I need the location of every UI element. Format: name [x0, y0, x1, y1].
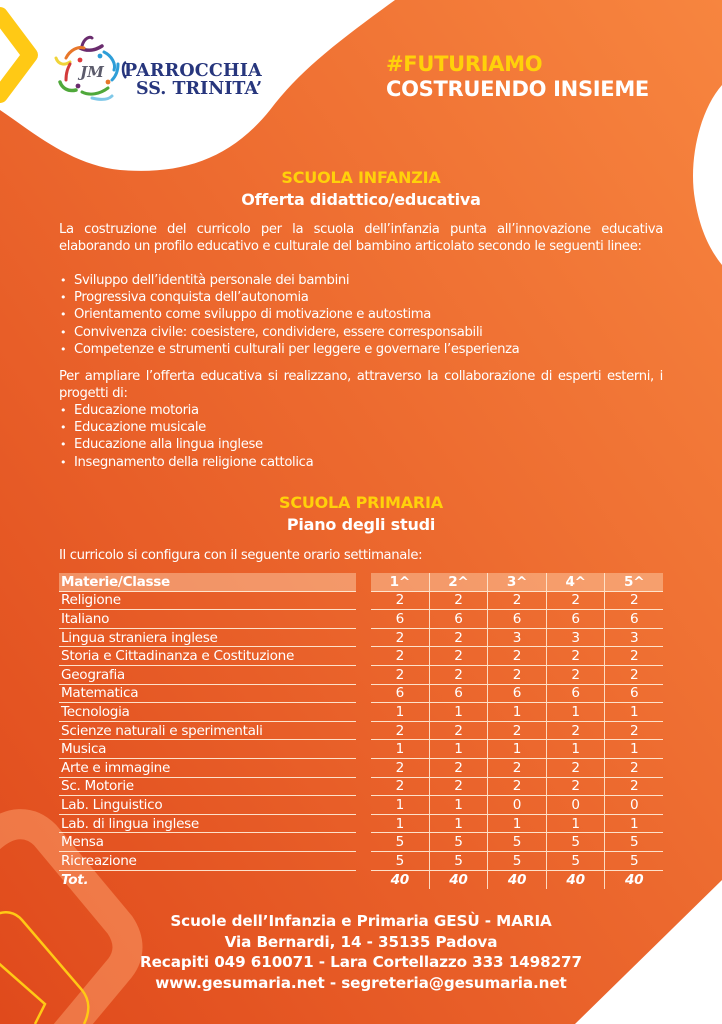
hours-cell: 3 — [488, 629, 547, 647]
hours-cell: 1 — [488, 703, 547, 721]
hours-cell: 1 — [371, 740, 430, 758]
hours-cell: 6 — [488, 685, 547, 703]
list-item: • Sviluppo dell’identità personale dei bambini — [59, 272, 663, 289]
hours-cell: 3 — [547, 629, 606, 647]
hours-cell: 2 — [371, 666, 430, 684]
table-row — [59, 852, 356, 871]
table-row — [371, 778, 663, 797]
hours-cell: 3 — [629, 629, 639, 646]
hours-cell: 2 — [371, 629, 430, 647]
hours-cell: 2 — [371, 722, 430, 740]
primaria-intro: Il curricolo si configura con il seguente orario settimanale: — [59, 548, 423, 563]
subject-cell: Lab. Linguistico — [61, 796, 163, 813]
total-cell: 40 — [547, 871, 606, 890]
hours-cell: 6 — [430, 610, 489, 628]
hours-cell: 2 — [430, 722, 489, 740]
hours-cell: 2 — [629, 722, 639, 739]
table-row — [371, 610, 663, 629]
subject-cell: Religione — [61, 592, 121, 609]
infanzia-projects-list — [59, 402, 663, 471]
list-item: • Educazione motoria — [59, 402, 663, 419]
hours-cell: 1 — [629, 703, 639, 720]
class-header: 1^ — [371, 573, 430, 591]
hours-cell: 1 — [629, 815, 639, 832]
hours-cell: 2 — [488, 647, 547, 665]
hours-cell: 1 — [371, 796, 430, 814]
table-row — [59, 815, 356, 834]
hours-cell: 6 — [629, 610, 639, 627]
table-total-row — [371, 871, 663, 890]
class-header: 3^ — [488, 573, 547, 591]
hours-cell: 2 — [629, 759, 639, 776]
list-item: • Orientamento come sviluppo di motivazione e autostima — [59, 306, 663, 323]
hours-cell: 1 — [547, 703, 606, 721]
hours-cell: 1 — [547, 740, 606, 758]
subject-cell: Matematica — [61, 685, 139, 702]
slogan-subtitle: COSTRUENDO INSIEME — [386, 77, 649, 102]
hours-cell: 2 — [488, 666, 547, 684]
subject-cell: Tecnologia — [61, 703, 130, 720]
infanzia-intro: La costruzione del curricolo per la scuola dell’infanzia punta all’innovazione educativa elaborando un profilo educativo e culturale del bambino articolato secondo le seguenti linee: — [59, 222, 663, 254]
hours-cell: 2 — [547, 722, 606, 740]
slogan-hashtag: #FUTURIAMO — [386, 52, 543, 76]
table-row — [59, 759, 356, 778]
table-row — [59, 685, 356, 704]
table-row — [371, 703, 663, 722]
table-header-row — [59, 573, 356, 592]
footer-address: Via Bernardi, 14 - 35135 Padova — [224, 932, 498, 951]
hours-cell: 5 — [371, 833, 430, 851]
hours-cell: 1 — [547, 815, 606, 833]
subject-cell: Storia e Cittadinanza e Costituzione — [61, 648, 295, 665]
table-row — [371, 852, 663, 871]
footer-phones: Recapiti 049 610071 - Lara Cortellazzo 333 1498277 — [140, 953, 582, 971]
hours-cell: 0 — [547, 796, 606, 814]
table-row — [59, 629, 356, 648]
hours-cell: 1 — [371, 703, 430, 721]
list-item: • Insegnamento della religione cattolica — [59, 454, 663, 471]
hours-cell: 0 — [488, 796, 547, 814]
table-row — [371, 740, 663, 759]
subject-cell: Lab. di lingua inglese — [61, 815, 199, 832]
parish-name-line2: SS. TRINITA’ — [136, 79, 263, 100]
table-row — [59, 833, 356, 852]
hours-cell: 5 — [629, 852, 639, 869]
hours-cell: 2 — [371, 592, 430, 610]
table-row — [371, 759, 663, 778]
hours-cell: 2 — [371, 647, 430, 665]
hours-cell: 2 — [629, 648, 639, 665]
hours-cell: 6 — [371, 685, 430, 703]
hours-cell: 1 — [371, 815, 430, 833]
total-cell: 40 — [625, 871, 644, 888]
hours-cell: 2 — [629, 666, 639, 683]
class-header: 5^ — [624, 573, 645, 590]
table-row — [59, 722, 356, 741]
hours-cell: 5 — [430, 852, 489, 870]
table-row — [371, 685, 663, 704]
table-row — [59, 666, 356, 685]
hours-cell: 5 — [488, 852, 547, 870]
table-row — [59, 796, 356, 815]
subject-cell: Ricreazione — [61, 852, 137, 869]
hours-cell: 6 — [629, 685, 639, 702]
table-row — [371, 815, 663, 834]
hours-cell: 2 — [629, 592, 639, 609]
table-row — [371, 629, 663, 648]
hours-cell: 6 — [430, 685, 489, 703]
infanzia-title: SCUOLA INFANZIA — [281, 168, 441, 187]
table-row — [59, 703, 356, 722]
timetable-subjects — [59, 573, 356, 889]
list-item: • Progressiva conquista dell’autonomia — [59, 289, 663, 306]
hours-cell: 2 — [488, 778, 547, 796]
subject-cell: Mensa — [61, 834, 104, 851]
hours-cell: 2 — [430, 592, 489, 610]
subject-cell: Geografia — [61, 666, 125, 683]
hours-cell: 1 — [488, 740, 547, 758]
hours-cell: 2 — [430, 778, 489, 796]
hours-cell: 2 — [547, 647, 606, 665]
hours-cell: 1 — [488, 815, 547, 833]
hours-cell: 2 — [430, 666, 489, 684]
parish-logo — [52, 34, 132, 108]
hours-cell: 5 — [488, 833, 547, 851]
hours-cell: 1 — [629, 741, 639, 758]
hours-cell: 2 — [629, 778, 639, 795]
table-header-row — [371, 573, 663, 592]
hours-cell: 1 — [430, 815, 489, 833]
table-row — [371, 833, 663, 852]
hours-cell: 5 — [371, 852, 430, 870]
infanzia-subtitle: Offerta didattico/educativa — [241, 190, 481, 209]
list-item: • Competenze e strumenti culturali per leggere e governare l’esperienza — [59, 341, 663, 358]
hours-cell: 6 — [488, 610, 547, 628]
hours-cell: 5 — [547, 833, 606, 851]
total-cell: 40 — [371, 871, 430, 890]
table-row — [371, 666, 663, 685]
hours-cell: 2 — [430, 629, 489, 647]
primaria-subtitle: Piano degli studi — [286, 515, 436, 534]
footer-school-name: Scuole dell’Infanzia e Primaria GESÙ - MARIA — [170, 912, 552, 930]
infanzia-lines-list — [59, 272, 663, 358]
hours-cell: 2 — [488, 722, 547, 740]
class-header: 2^ — [430, 573, 489, 591]
table-row — [371, 722, 663, 741]
subject-cell: Musica — [61, 741, 107, 758]
table-row — [371, 796, 663, 815]
list-item: • Convivenza civile: coesistere, condividere, essere corresponsabili — [59, 324, 663, 341]
total-cell: 40 — [488, 871, 547, 890]
hours-cell: 1 — [430, 796, 489, 814]
footer-contacts — [0, 911, 722, 993]
table-row — [371, 647, 663, 666]
hours-cell: 1 — [430, 703, 489, 721]
hours-cell: 2 — [488, 592, 547, 610]
hours-cell: 6 — [547, 685, 606, 703]
hours-cell: 6 — [547, 610, 606, 628]
total-cell: 40 — [430, 871, 489, 890]
parish-name-line1: PARROCCHIA — [124, 61, 262, 81]
list-item: • Educazione alla lingua inglese — [59, 436, 663, 453]
hours-cell: 5 — [629, 834, 639, 851]
table-row — [59, 647, 356, 666]
parish-name — [124, 62, 262, 99]
subject-cell: Italiano — [61, 610, 110, 627]
hours-cell: 2 — [547, 592, 606, 610]
hours-cell: 2 — [371, 759, 430, 777]
table-row — [371, 592, 663, 611]
logo-initials: JM — [80, 63, 104, 81]
subject-cell: Arte e immagine — [61, 759, 171, 776]
hours-cell: 6 — [371, 610, 430, 628]
hours-cell: 5 — [430, 833, 489, 851]
list-item: • Educazione musicale — [59, 419, 663, 436]
table-row — [59, 610, 356, 629]
hours-cell: 5 — [547, 852, 606, 870]
hours-cell: 2 — [488, 759, 547, 777]
table-row — [59, 778, 356, 797]
timetable-hours — [371, 573, 663, 889]
table-total-row — [59, 871, 356, 890]
hours-cell: 2 — [547, 759, 606, 777]
subject-cell: Sc. Motorie — [61, 778, 134, 795]
total-label: Tot. — [61, 871, 89, 888]
primaria-title: SCUOLA PRIMARIA — [279, 493, 443, 512]
hours-cell: 1 — [430, 740, 489, 758]
hours-cell: 2 — [371, 778, 430, 796]
table-row — [59, 592, 356, 611]
hours-cell: 2 — [547, 666, 606, 684]
slogan — [386, 52, 649, 102]
subject-cell: Lingua straniera inglese — [61, 629, 218, 646]
class-header: 4^ — [547, 573, 606, 591]
hours-cell: 2 — [547, 778, 606, 796]
hours-cell: 2 — [430, 759, 489, 777]
footer-web-email: www.gesumaria.net - segreteria@gesumaria.net — [155, 973, 567, 992]
hours-cell: 2 — [430, 647, 489, 665]
subject-cell: Scienze naturali e sperimentali — [61, 722, 263, 739]
table-row — [59, 740, 356, 759]
hours-cell: 0 — [629, 796, 639, 813]
subject-header: Materie/Classe — [61, 573, 170, 590]
infanzia-projects-intro: Per ampliare l’offerta educativa si realizzano, attraverso la collaborazione di esperti esterni, i progetti di: — [59, 369, 663, 401]
